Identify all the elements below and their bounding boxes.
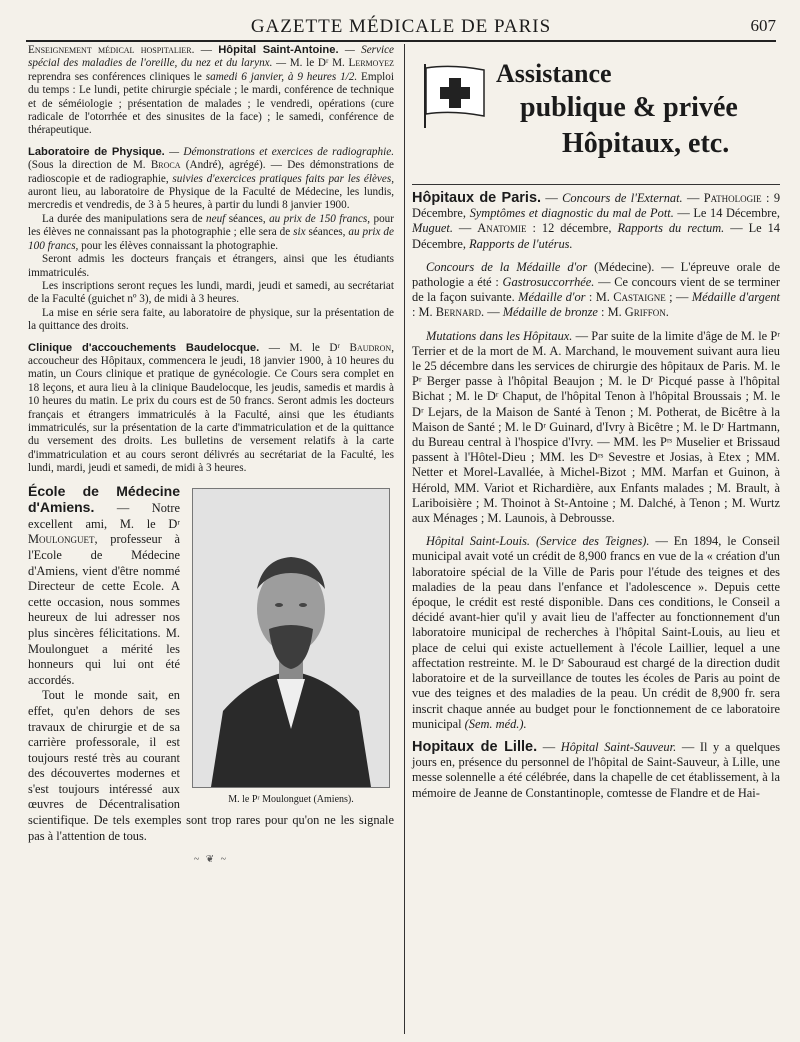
paragraph: La durée des manipulations sera de neuf séances, au prix de 150 francs, pour les élèves ne connaissant pas la photographie ; elle sera de six séances, au prix de 100 francs, pour les élèves connaissant la photographie. bbox=[28, 212, 394, 252]
portrait-figure bbox=[188, 488, 394, 808]
section-label: Enseignement médical hospitalier. bbox=[28, 44, 195, 56]
article-heading: Laboratoire de Physique. bbox=[28, 145, 165, 158]
paragraph: Tout le monde sait, en effet, qu'en dehors de ses travaux de chirurgie et de sa carrière professorale, il est toujours resté très au courant des découvertes modernes et s'est toujours intéressé aux œuvres de Décentralisation scientifique. De tels exemples sont trop rares pour qu'on ne les signale pas à l'attention de tous. bbox=[28, 688, 394, 843]
article-mutations: Mutations dans les Hôpitaux. — Par suite de la limite d'âge de M. le Pʳ Terrier et de la mort de M. A. Marchand, le mouvement suivant aura lieu le 25 décembre dans les services de chirurgie des hôpitaux de Paris. M. le Pʳ Berger passe à l'hôpital Beaujon ; M. le Dʳ Picqué passe à l'hôpital Bichat ; M. le Dʳ Chaput, de l'hôpital Tenon à l'hôpital Broussais ; M. le Dʳ Lejars, de la Maison de Santé à Tenon ; M. Potherat, de Bicêtre à la Maison de Santé ; M. le Dʳ Guinard, d'Ivry à Bicêtre ; M. le Dʳ Hartmann, du Bureau central à l'hospice d'Ivry. — MM. les Pʳˢ Muselier et Brissaud passent à l'Hôtel-Dieu ; MM. les Dʳˢ Sevestre et Josias, à Etex ; MM. Netter et Morel-Lavallée, à Michel-Bizot ; MM. Marfan et Guinon, à Hérold, MM. Variot et Richardière, aux Enfants malades ; M. Brault, à Lariboisière ; M. Thoinot à St-Antoine ; M. Dalché, à Tenon ; M. Wurtz aux Ménages ; M. Launois, à Debrousse. bbox=[412, 328, 780, 526]
red-cross-flag-icon bbox=[422, 64, 488, 128]
article-amiens bbox=[28, 484, 394, 868]
article-hopitaux-paris: Hôpitaux de Paris. — Concours de l'Externat. — Pathologie : 9 Décembre, Symptômes et diagnostic du mal de Pott. — Le 14 Décembre, Muguet. — Anatomie : 12 décembre, Rapports du rectum. — Le 14 Décembre, Rapports de l'utérus. bbox=[412, 190, 781, 251]
article-saint-louis: Hôpital Saint-Louis. (Service des Teignes). — En 1894, le Conseil municipal avait voté un crédit de 8,900 francs en vue de la « création d'un laboratoire spécial de la Ville de Paris pour l'étude des teignes et des maladies de la peau dans l'enfance et l'adolescence ». Depuis cette époque, le crédit est resté disponible. Dans ces conditions, le Conseil a décidé avant-hier qu'il y avait lieu de l'affecter au fonctionnement d'un laboratoire municipal de recherches à l'hôpital Saint-Louis, au lieu et place de celui qui existe actuellement à l'école Laillier, lequel a une affectation restreinte. M. le Dʳ Sabouraud est chargé de la direction dudit laboratoire et de la surveillance de toutes les écoles de Paris au point de vue des teignes et des maladies de la peau. Un crédit de 8,900 fr. sera inscrit chaque année au budget pour le fonctionnement de ce laboratoire municipal (Sem. méd.). bbox=[412, 534, 780, 731]
banner-line-3: Hôpitaux, etc. bbox=[562, 128, 730, 159]
article-heading: Hopitaux de Lille. bbox=[412, 738, 538, 755]
article-heading: École de Médecine d'Amiens. bbox=[28, 482, 180, 516]
paragraph: Seront admis les docteurs français et étrangers, ainsi que les étudiants immatriculés. bbox=[28, 253, 394, 279]
article-saint-antoine: Enseignement médical hospitalier. — Hôpital Saint-Antoine. — Service spécial des maladies de l'oreille, du nez et du larynx. — M. le Dʳ M. Lermoyez reprendra ses conférences cliniques le samedi 6 janvier, à 9 heures 1/2. Emploi du temps : Le lundi, petite chirurgie spéciale ; le mardi, conférence de technique et de séméiologie ; présentation de malades ; le vendredi, opérations (cure radicale de l'otorrhée et des sinusites de la face) ; le samedi, conférence de thérapeutique. bbox=[28, 44, 395, 137]
right-column bbox=[412, 44, 780, 801]
banner-line-2: publique & privée bbox=[520, 92, 738, 123]
page-number: 607 bbox=[750, 16, 776, 35]
paragraph: La mise en série sera faite, au laboratoire de physique, sur la présentation de la quittance des droits. bbox=[28, 306, 394, 333]
paragraph: École de Médecine d'Amiens. — Notre excellent ami, M. le Dʳ Moulonguet, professeur à l'Ecole de Médecine d'Amiens, vient d'être nommé Directeur de cette Ecole. A cette occasion, nous sommes heureux de lui adresser nos plus sincères félicitations. M. Moulonguet a mérité les honneurs qui lui ont été accordés. bbox=[28, 482, 180, 687]
article-baudelocque: Clinique d'accouchements Baudelocque. — M. le Dʳ Baudron, accoucheur des Hôpitaux, commencera le jeudi, 18 janvier 1900, à 10 heures du matin, un Cours clinique et pratique de gynécologie. Ce Cours sera complet en 18 leçons, et aura lieu à la clinique Baudelocque, les jeudis, samedis et mardis à 10 heures du matin. Le prix du cours est de 50 francs. Seront admis les docteurs français et étrangers immatriculés à la Faculté, ainsi que les étudiants immatriculés, sur la présentation de la carte d'immatriculation et de la quittance du versement des droits. Les bulletins de versement relatifs à la carte d'immatriculation et au cours seront délivrés au secrétariat de la Faculté, les lundi, mardi, jeudi et samedi, de midi à 3 heures. bbox=[28, 341, 394, 475]
paragraph: Les inscriptions seront reçues les lundi, mardi, jeudi et samedi, au secrétariat de la Faculté (guichet nº 3), de midi à 3 heures. bbox=[28, 279, 394, 306]
article-heading: Hôpital Saint-Antoine. bbox=[218, 44, 339, 56]
article-medaille-or: Concours de la Médaille d'or (Médecine). — L'épreuve orale de pathologie a été : Gastrosuccorrhée. — Ce concours vient de se terminer de la façon suivante. Médaille d'or : M. Castaigne ; — Médaille d'argent : M. Bernard. — Médaille de bronze : M. Griffon. bbox=[412, 259, 781, 320]
banner-line-1: Assistance bbox=[496, 59, 612, 88]
portrait-photo bbox=[192, 488, 390, 788]
page-header bbox=[26, 10, 776, 42]
article-hopitaux-lille: Hopitaux de Lille. — Hôpital Saint-Sauveur. — Il y a quelques jours en, présence du personnel de l'hôpital de Saint-Sauveur, à Lille, une messe solennelle a été célébrée, dans la chapelle de cet établissement, à la mémoire de Jeanne de Constantinople, comtesse de Flandre et de Hai- bbox=[412, 738, 781, 800]
section-banner bbox=[412, 44, 780, 185]
portrait-caption: M. le Pʳ Moulonguet (Amiens). bbox=[228, 793, 354, 805]
article-heading: Clinique d'accouchements Baudelocque. bbox=[28, 341, 260, 354]
left-column bbox=[28, 44, 394, 868]
portrait-illustration bbox=[193, 489, 389, 787]
article-heading: Hôpitaux de Paris. bbox=[412, 190, 542, 206]
column-divider bbox=[404, 44, 405, 1034]
end-ornament: ~ ❦ ~ bbox=[193, 854, 229, 866]
article-laboratoire-physique: Laboratoire de Physique. — Démonstrations et exercices de radiographie. (Sous la direction de M. Broca (André), agrégé). — Des démonstrations de radioscopie et de radiographie, suivies d'exercices pratiques faits par les élèves, auront lieu, au laboratoire de Physique de la Faculté de Médecine, les lundis, mercredis et vendredis, de 3 à 5 heures, à partir du lundi 8 janvier 1900. bbox=[28, 145, 394, 212]
journal-title: GAZETTE MÉDICALE DE PARIS bbox=[250, 16, 552, 37]
